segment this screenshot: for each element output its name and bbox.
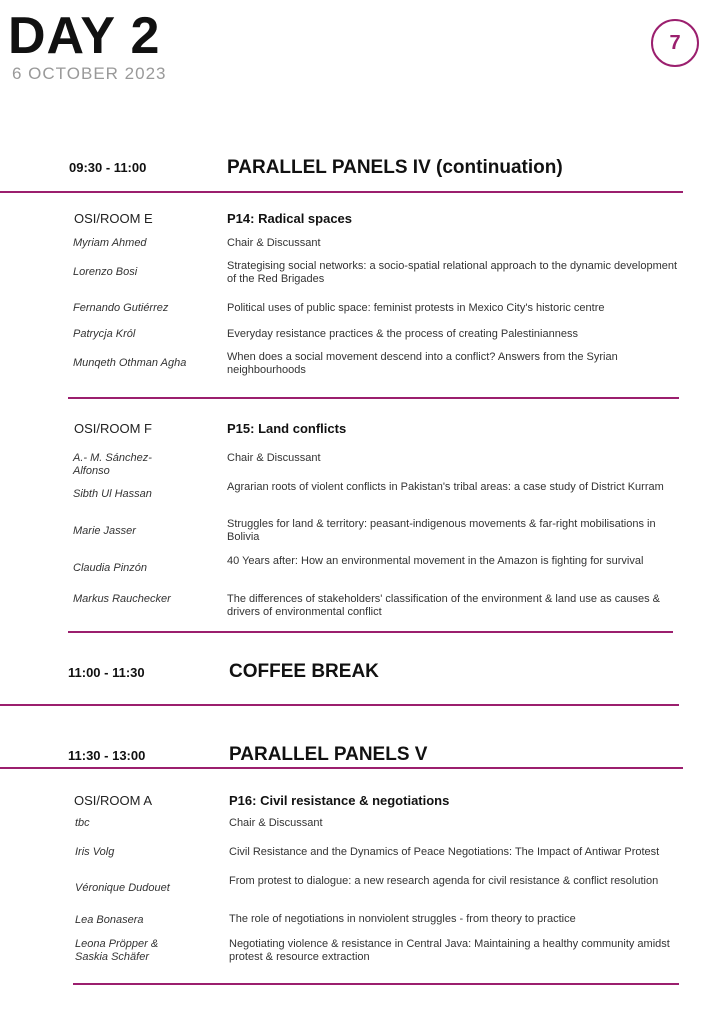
speaker-name: Myriam Ahmed: [73, 237, 147, 249]
talk-title: Chair & Discussant: [227, 452, 321, 464]
panel-divider: [73, 983, 679, 985]
panel-title: P15: Land conflicts: [227, 421, 347, 436]
section-divider: [0, 191, 683, 193]
talk-title: Chair & Discussant: [229, 817, 323, 829]
panel-divider: [68, 397, 679, 399]
room-label: OSI/ROOM E: [74, 211, 153, 226]
section-time: 11:00 - 11:30: [68, 665, 145, 680]
section-time: 09:30 - 11:00: [69, 160, 147, 175]
section-title: PARALLEL PANELS V: [229, 744, 428, 765]
speaker-name: Leona Pröpper & Saskia Schäfer: [75, 938, 159, 963]
day-date: 6 OCTOBER 2023: [12, 64, 167, 83]
speaker-name: Patrycja Król: [73, 328, 136, 340]
section-title: PARALLEL PANELS IV (continuation): [227, 157, 563, 178]
talk-title: The differences of stakeholders' classification of the environment & land use as causes & drivers of environmental conflict: [227, 593, 660, 618]
section-title: COFFEE BREAK: [229, 661, 379, 682]
room-label: OSI/ROOM A: [74, 793, 153, 808]
talk-title: 40 Years after: How an environmental movement in the Amazon is fighting for survival: [227, 555, 644, 567]
talk-title: From protest to dialogue: a new research agenda for civil resistance & conflict resolution: [229, 875, 659, 887]
panel-divider: [68, 631, 673, 633]
talk-title: Strategising social networks: a socio-spatial relational approach to the dynamic development of the Red Brigades: [227, 260, 678, 285]
room-label: OSI/ROOM F: [74, 421, 152, 436]
talk-title: When does a social movement descend into a conflict? Answers from the Syrian neighbourhoods: [227, 351, 618, 376]
panel-title: P14: Radical spaces: [227, 211, 353, 226]
speaker-name: Lorenzo Bosi: [73, 266, 138, 278]
speaker-name: Lea Bonasera: [75, 914, 144, 926]
speaker-name: Claudia Pinzón: [73, 562, 147, 574]
talk-title: Political uses of public space: feminist protests in Mexico City's historic centre: [227, 302, 605, 314]
panel-title: P16: Civil resistance & negotiations: [229, 793, 450, 808]
speaker-name: Marie Jasser: [73, 525, 136, 537]
speaker-name: A.- M. Sánchez-Alfonso: [73, 452, 152, 477]
talk-title: Struggles for land & territory: peasant-indigenous movements & far-right mobilisations in Bolivia: [227, 518, 656, 543]
day-title: DAY 2: [8, 7, 161, 65]
page-number-badge: 7: [651, 19, 699, 67]
talk-title: Everyday resistance practices & the process of creating Palestinianness: [227, 328, 578, 340]
speaker-name: Fernando Gutiérrez: [73, 302, 169, 314]
speaker-name: Véronique Dudouet: [75, 882, 170, 894]
section-time: 11:30 - 13:00: [68, 748, 146, 763]
speaker-name: Markus Rauchecker: [73, 593, 171, 605]
talk-title: Chair & Discussant: [227, 237, 321, 249]
section-divider: [0, 704, 679, 706]
talk-title: Civil Resistance and the Dynamics of Peace Negotiations: The Impact of Antiwar Protest: [229, 846, 660, 858]
section-divider: [0, 767, 683, 769]
speaker-name: Iris Volg: [75, 846, 115, 858]
speaker-name: Sibth Ul Hassan: [73, 488, 152, 500]
speaker-name: tbc: [75, 817, 90, 829]
talk-title: The role of negotiations in nonviolent struggles - from theory to practice: [229, 913, 576, 925]
talk-title: Negotiating violence & resistance in Central Java: Maintaining a healthy community amidst protest & resource extraction: [229, 938, 670, 963]
speaker-name: Munqeth Othman Agha: [73, 357, 187, 369]
talk-title: Agrarian roots of violent conflicts in Pakistan's tribal areas: a case study of District Kurram: [227, 481, 664, 493]
